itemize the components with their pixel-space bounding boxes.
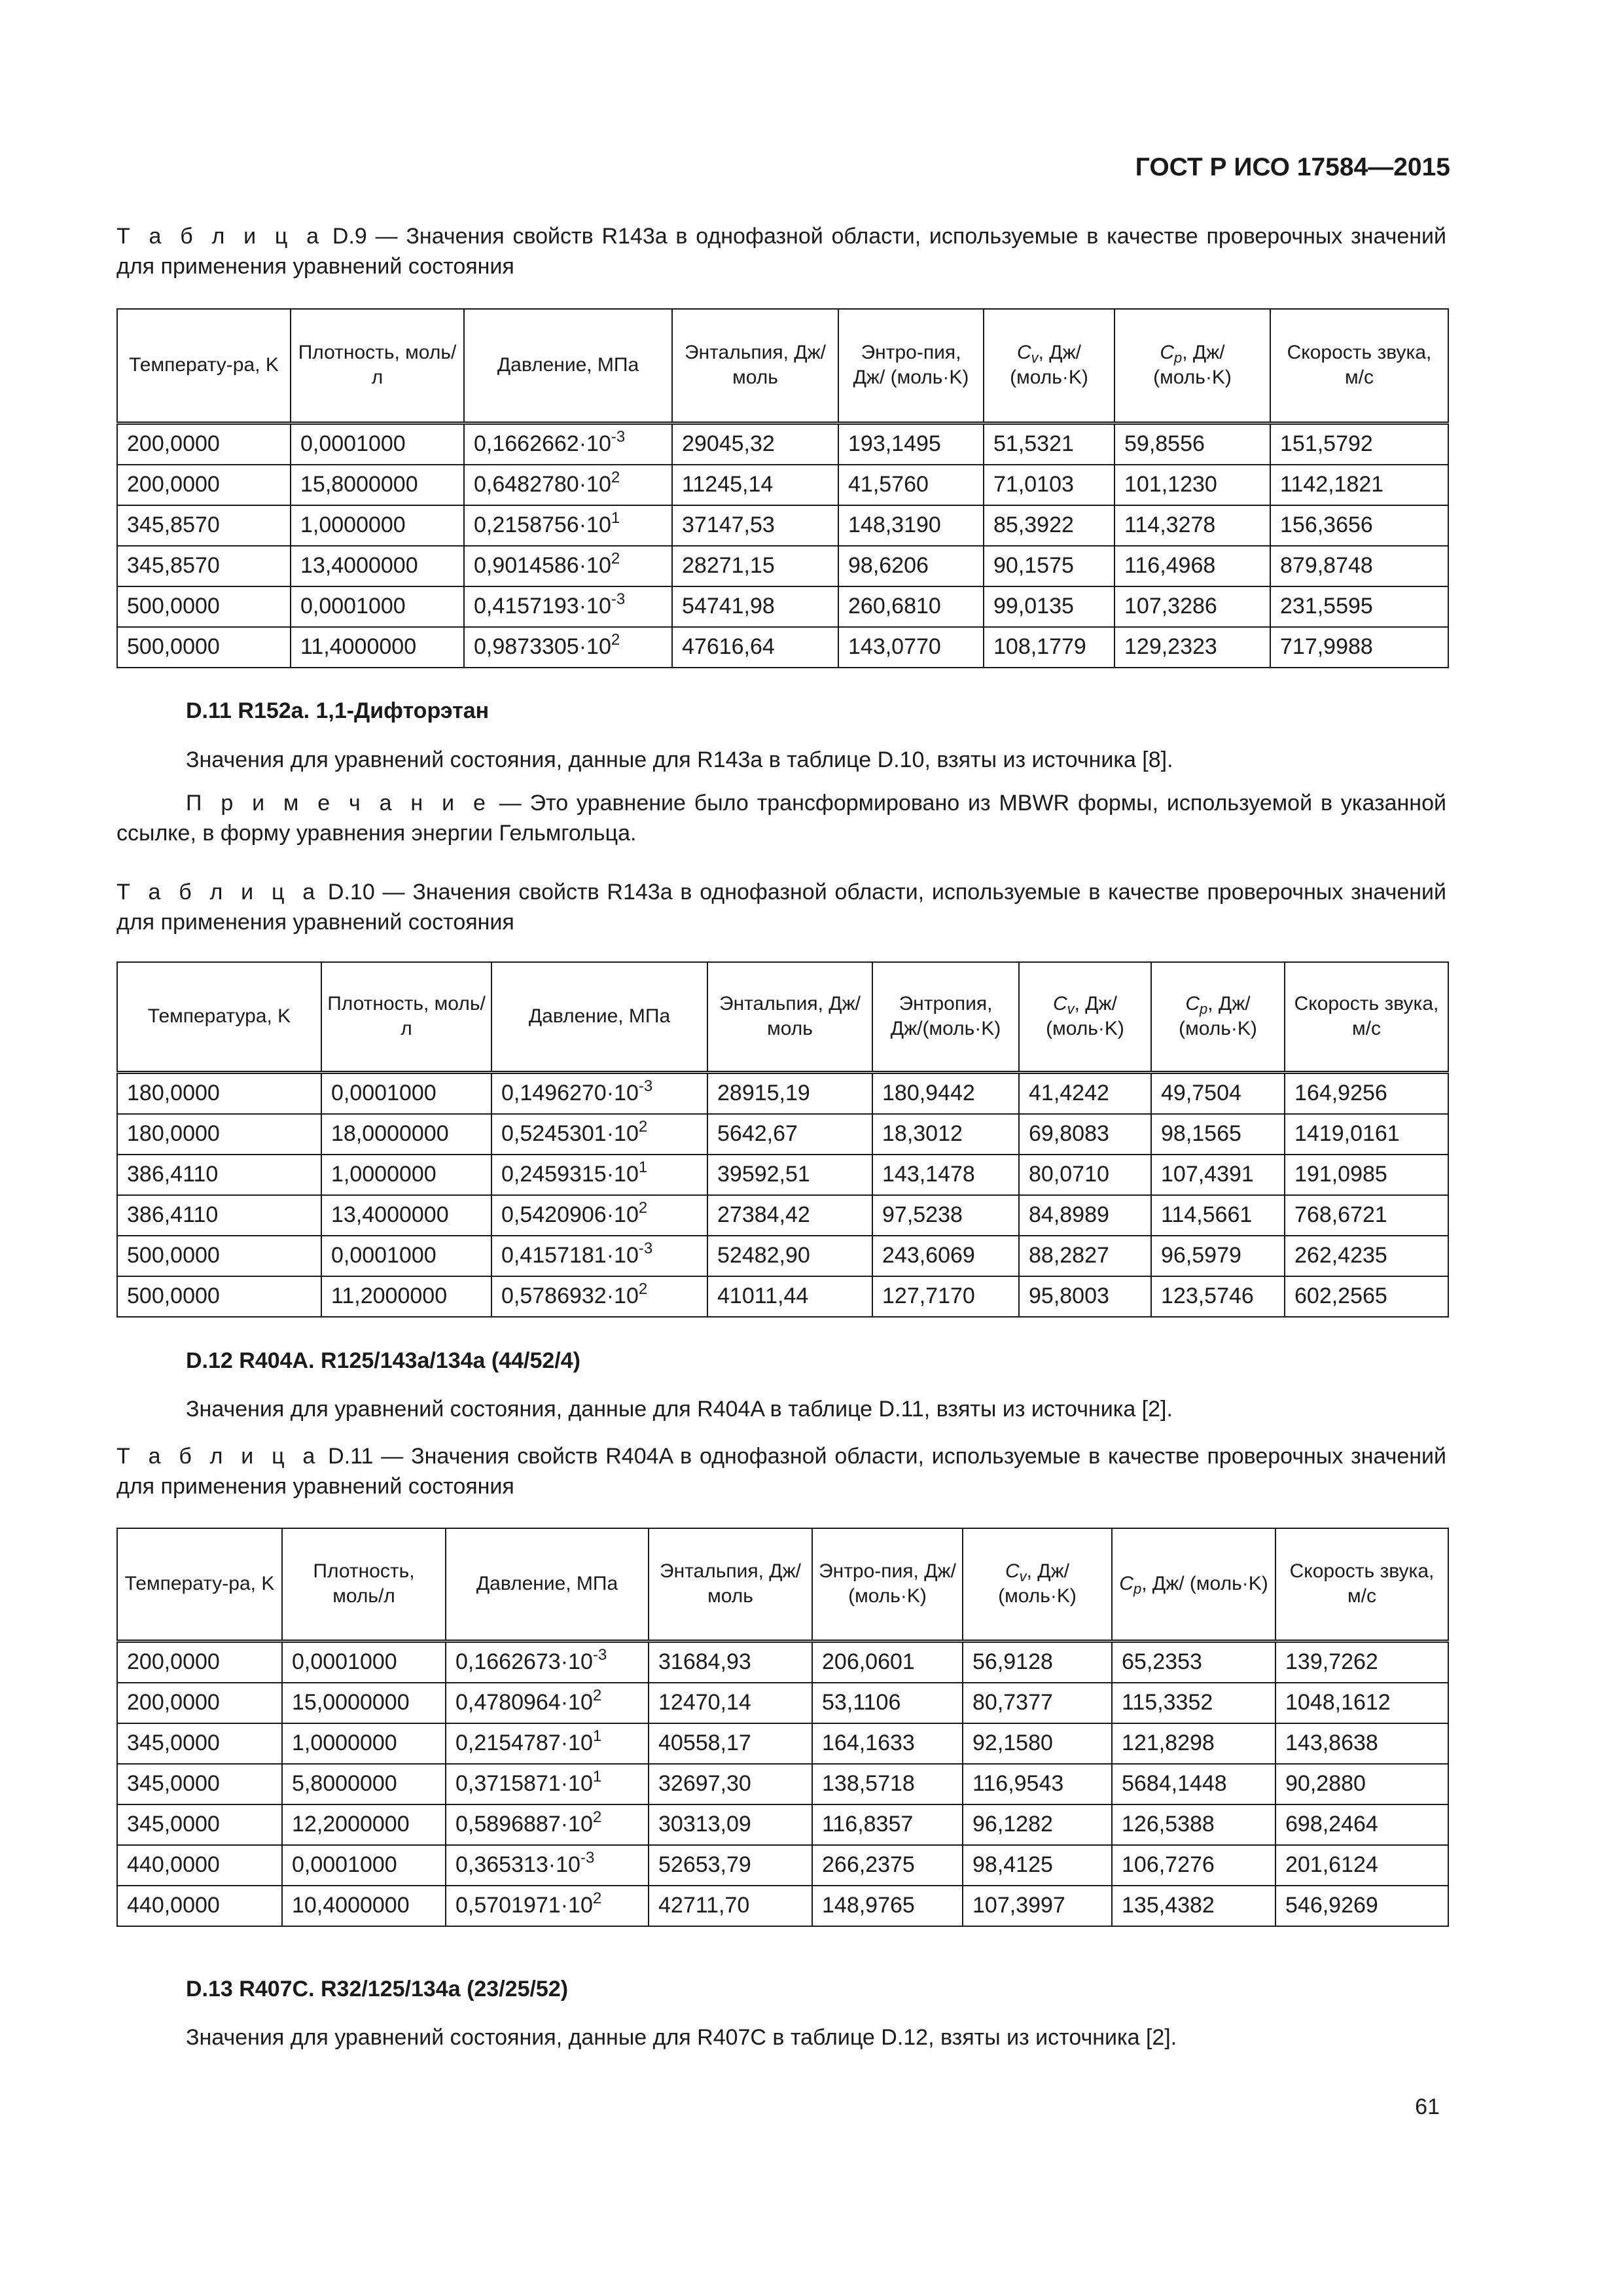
section-text-d11: Значения для уравнений состояния, данные для R143a в таблице D.10, взяты из источника [8]. bbox=[186, 747, 1173, 772]
table-cell: 12470,14 bbox=[649, 1683, 812, 1723]
table-cell: 1048,1612 bbox=[1275, 1683, 1448, 1723]
column-header: Давление, МПа bbox=[491, 962, 707, 1072]
table-cell: 156,3656 bbox=[1270, 505, 1448, 546]
table-cell: 11245,14 bbox=[672, 465, 838, 505]
table-caption-text: — Значения свойств R404A в однофазной области, используемые в качестве проверочных значений для применения уравнений состояния bbox=[116, 1444, 1447, 1499]
column-header: $C_p$, Дж/ (моль·K) bbox=[1115, 309, 1270, 423]
table-cell: $0,5420906\cdot 10^2$ bbox=[491, 1195, 707, 1236]
table-cell: $0,5896887\cdot 10^2$ bbox=[446, 1804, 649, 1845]
table-cell: 49,7504 bbox=[1151, 1072, 1285, 1114]
column-header: Энтро-пия, Дж/ (моль·K) bbox=[812, 1528, 963, 1641]
table-cell: 56,9128 bbox=[963, 1641, 1112, 1683]
table-cell: 40558,17 bbox=[649, 1723, 812, 1764]
table-d9-caption bbox=[116, 221, 1446, 281]
column-header: Давление, МПа bbox=[464, 309, 672, 423]
header-symbol: $C_p$ bbox=[1185, 993, 1208, 1018]
table-row bbox=[117, 1764, 1448, 1804]
table-cell: $0,3715871\cdot 10^1$ bbox=[446, 1764, 649, 1804]
table-cell: 101,1230 bbox=[1115, 465, 1270, 505]
column-header: $C_v$, Дж/ (моль·K) bbox=[984, 309, 1115, 423]
table-cell: $0,4157193\cdot 10^{-3}$ bbox=[464, 586, 672, 627]
table-cell: 30313,09 bbox=[649, 1804, 812, 1845]
table-cell: $0,2154787\cdot 10^1$ bbox=[446, 1723, 649, 1764]
table-cell: 231,5595 bbox=[1270, 586, 1448, 627]
note-word: П р и м е ч а н и е bbox=[186, 791, 491, 816]
table-cell: 143,1478 bbox=[872, 1155, 1019, 1195]
table-cell: $0,2158756\cdot 10^1$ bbox=[464, 505, 672, 546]
table-cell: 18,3012 bbox=[872, 1114, 1019, 1155]
table-cell: 114,3278 bbox=[1115, 505, 1270, 546]
table-cell: 90,2880 bbox=[1275, 1764, 1448, 1804]
table-cell: 13,4000000 bbox=[321, 1195, 491, 1236]
table-cell: 345,0000 bbox=[117, 1723, 282, 1764]
table-cell: 345,0000 bbox=[117, 1764, 282, 1804]
table-cell: 123,5746 bbox=[1151, 1276, 1285, 1317]
table-cell: 39592,51 bbox=[707, 1155, 872, 1195]
table-cell: 1,0000000 bbox=[282, 1723, 446, 1764]
table-cell: 13,4000000 bbox=[291, 546, 464, 586]
table-cell: 28915,19 bbox=[707, 1072, 872, 1114]
table-d9 bbox=[116, 308, 1449, 668]
section-heading-d12: D.12 R404A. R125/143a/134a (44/52/4) bbox=[186, 1348, 580, 1373]
table-cell: 18,0000000 bbox=[321, 1114, 491, 1155]
table-cell: 191,0985 bbox=[1285, 1155, 1448, 1195]
table-cell: 164,9256 bbox=[1285, 1072, 1448, 1114]
table-cell: $0,9014586\cdot 10^2$ bbox=[464, 546, 672, 586]
table-row bbox=[117, 1683, 1448, 1723]
section-heading-d13: D.13 R407C. R32/125/134a (23/25/52) bbox=[186, 1977, 569, 2001]
table-cell: 69,8083 bbox=[1019, 1114, 1151, 1155]
table-cell: 546,9269 bbox=[1275, 1886, 1448, 1926]
table-cell: 5,8000000 bbox=[282, 1764, 446, 1804]
table-cell: 345,8570 bbox=[117, 505, 291, 546]
table-cell: 80,0710 bbox=[1019, 1155, 1151, 1195]
table-cell: 135,4382 bbox=[1112, 1886, 1275, 1926]
table-cell: $0,5245301\cdot 10^2$ bbox=[491, 1114, 707, 1155]
table-cell: 96,1282 bbox=[963, 1804, 1112, 1845]
table-cell: 260,6810 bbox=[838, 586, 984, 627]
table-cell: 52653,79 bbox=[649, 1845, 812, 1886]
column-header: Скорость звука, м/с bbox=[1275, 1528, 1448, 1641]
column-header: Энтальпия, Дж/моль bbox=[707, 962, 872, 1072]
table-row bbox=[117, 1236, 1448, 1276]
header-symbol: $C_p$ bbox=[1119, 1573, 1142, 1598]
table-d10-caption bbox=[116, 877, 1446, 937]
table-row bbox=[117, 505, 1448, 546]
table-word: Т а б л и ц а bbox=[116, 224, 325, 249]
column-header: Плотность, моль/л bbox=[321, 962, 491, 1072]
table-cell: 47616,64 bbox=[672, 627, 838, 668]
table-cell: 31684,93 bbox=[649, 1641, 812, 1683]
header-symbol: $C_v$ bbox=[1005, 1560, 1027, 1585]
table-cell: 95,8003 bbox=[1019, 1276, 1151, 1317]
table-row bbox=[117, 1155, 1448, 1195]
table-cell: 54741,98 bbox=[672, 586, 838, 627]
section-heading-d11: D.11 R152a. 1,1-Дифторэтан bbox=[186, 698, 490, 723]
table-cell: 12,2000000 bbox=[282, 1804, 446, 1845]
table-cell: 345,8570 bbox=[117, 546, 291, 586]
table-cell: 41,4242 bbox=[1019, 1072, 1151, 1114]
section-text-d13: Значения для уравнений состояния, данные для R407C в таблице D.12, взяты из источника [2]. bbox=[186, 2025, 1177, 2050]
table-cell: 116,8357 bbox=[812, 1804, 963, 1845]
table-cell: 98,1565 bbox=[1151, 1114, 1285, 1155]
table-cell: 206,0601 bbox=[812, 1641, 963, 1683]
table-cell: 717,9988 bbox=[1270, 627, 1448, 668]
table-cell: 116,4968 bbox=[1115, 546, 1270, 586]
table-cell: 114,5661 bbox=[1151, 1195, 1285, 1236]
table-cell: $0,365313\cdot 10^{-3}$ bbox=[446, 1845, 649, 1886]
table-cell: 200,0000 bbox=[117, 1683, 282, 1723]
table-cell: 1,0000000 bbox=[291, 505, 464, 546]
column-header: $C_v$, Дж/ (моль·K) bbox=[1019, 962, 1151, 1072]
table-cell: 126,5388 bbox=[1112, 1804, 1275, 1845]
table-cell: 129,2323 bbox=[1115, 627, 1270, 668]
note-paragraph bbox=[116, 788, 1446, 848]
table-row bbox=[117, 465, 1448, 505]
table-cell: 53,1106 bbox=[812, 1683, 963, 1723]
table-cell: 148,3190 bbox=[838, 505, 984, 546]
table-cell: 52482,90 bbox=[707, 1236, 872, 1276]
table-cell: 386,4110 bbox=[117, 1155, 321, 1195]
table-cell: 15,0000000 bbox=[282, 1683, 446, 1723]
table-word: Т а б л и ц а bbox=[116, 1444, 321, 1469]
table-row bbox=[117, 546, 1448, 586]
table-cell: 200,0000 bbox=[117, 423, 291, 465]
table-cell: 0,0001000 bbox=[291, 423, 464, 465]
table-cell: 59,8556 bbox=[1115, 423, 1270, 465]
table-cell: 15,8000000 bbox=[291, 465, 464, 505]
table-cell: 88,2827 bbox=[1019, 1236, 1151, 1276]
table-cell: 41011,44 bbox=[707, 1276, 872, 1317]
table-cell: 90,1575 bbox=[984, 546, 1115, 586]
table-label: D.11 bbox=[328, 1444, 374, 1469]
table-cell: 98,6206 bbox=[838, 546, 984, 586]
table-cell: 97,5238 bbox=[872, 1195, 1019, 1236]
table-cell: 138,5718 bbox=[812, 1764, 963, 1804]
column-header: Плотность, моль/л bbox=[291, 309, 464, 423]
table-cell: 0,0001000 bbox=[321, 1236, 491, 1276]
table-cell: 500,0000 bbox=[117, 1276, 321, 1317]
table-cell: $0,4157181\cdot 10^{-3}$ bbox=[491, 1236, 707, 1276]
table-cell: $0,6482780\cdot 10^2$ bbox=[464, 465, 672, 505]
table-cell: 80,7377 bbox=[963, 1683, 1112, 1723]
table-cell: 1142,1821 bbox=[1270, 465, 1448, 505]
table-cell: 65,2353 bbox=[1112, 1641, 1275, 1683]
table-cell: 200,0000 bbox=[117, 465, 291, 505]
table-cell: 85,3922 bbox=[984, 505, 1115, 546]
table-cell: 29045,32 bbox=[672, 423, 838, 465]
table-cell: 0,0001000 bbox=[321, 1072, 491, 1114]
table-cell: $0,4780964\cdot 10^2$ bbox=[446, 1683, 649, 1723]
table-row bbox=[117, 1276, 1448, 1317]
table-cell: $0,1496270\cdot 10^{-3}$ bbox=[491, 1072, 707, 1114]
table-cell: 115,3352 bbox=[1112, 1683, 1275, 1723]
page-number: 61 bbox=[1415, 2094, 1440, 2119]
table-row bbox=[117, 1886, 1448, 1926]
table-row bbox=[117, 1723, 1448, 1764]
table-cell: 143,0770 bbox=[838, 627, 984, 668]
header-symbol: $C_v$ bbox=[1016, 342, 1039, 367]
table-cell: 698,2464 bbox=[1275, 1804, 1448, 1845]
table-cell: 51,5321 bbox=[984, 423, 1115, 465]
table-row bbox=[117, 1195, 1448, 1236]
column-header: $C_v$, Дж/ (моль·K) bbox=[963, 1528, 1112, 1641]
table-cell: 10,4000000 bbox=[282, 1886, 446, 1926]
column-header: Температу-ра, K bbox=[117, 1528, 282, 1641]
column-header: Скорость звука, м/с bbox=[1285, 962, 1448, 1072]
table-header-row bbox=[117, 962, 1448, 1072]
table-cell: 27384,42 bbox=[707, 1195, 872, 1236]
column-header: Давление, МПа bbox=[446, 1528, 649, 1641]
column-header: Энтро-пия, Дж/ (моль·K) bbox=[838, 309, 984, 423]
table-cell: 440,0000 bbox=[117, 1886, 282, 1926]
table-cell: 41,5760 bbox=[838, 465, 984, 505]
table-cell: $0,1662662\cdot 10^{-3}$ bbox=[464, 423, 672, 465]
table-cell: 266,2375 bbox=[812, 1845, 963, 1886]
table-row bbox=[117, 1641, 1448, 1683]
column-header: $C_p$, Дж/ (моль·K) bbox=[1151, 962, 1285, 1072]
table-cell: 0,0001000 bbox=[291, 586, 464, 627]
table-row bbox=[117, 1072, 1448, 1114]
table-cell: 121,8298 bbox=[1112, 1723, 1275, 1764]
table-row bbox=[117, 423, 1448, 465]
table-cell: 32697,30 bbox=[649, 1764, 812, 1804]
table-cell: 180,9442 bbox=[872, 1072, 1019, 1114]
table-word: Т а б л и ц а bbox=[116, 880, 321, 905]
note-text: — Это уравнение было трансформировано из MBWR формы, используемой в указанной ссылке, в форму уравнения энергии Гельмгольца. bbox=[116, 791, 1446, 846]
column-header: Энтальпия, Дж/моль bbox=[649, 1528, 812, 1641]
column-header: Плотность, моль/л bbox=[282, 1528, 446, 1641]
table-cell: 180,0000 bbox=[117, 1114, 321, 1155]
table-cell: 201,6124 bbox=[1275, 1845, 1448, 1886]
table-cell: 107,3997 bbox=[963, 1886, 1112, 1926]
table-cell: $0,9873305\cdot 10^2$ bbox=[464, 627, 672, 668]
header-symbol: $C_v$ bbox=[1052, 993, 1075, 1018]
document-id-header: ГОСТ Р ИСО 17584—2015 bbox=[1135, 153, 1450, 181]
table-cell: 107,3286 bbox=[1115, 586, 1270, 627]
table-cell: 1,0000000 bbox=[321, 1155, 491, 1195]
table-d11 bbox=[116, 1528, 1449, 1927]
table-row bbox=[117, 1845, 1448, 1886]
table-cell: 28271,15 bbox=[672, 546, 838, 586]
header-symbol: $C_p$ bbox=[1160, 342, 1183, 367]
table-cell: 500,0000 bbox=[117, 1236, 321, 1276]
column-header: $C_p$, Дж/ (моль·K) bbox=[1112, 1528, 1275, 1641]
table-cell: 180,0000 bbox=[117, 1072, 321, 1114]
table-cell: 37147,53 bbox=[672, 505, 838, 546]
table-cell: 139,7262 bbox=[1275, 1641, 1448, 1683]
table-cell: 116,9543 bbox=[963, 1764, 1112, 1804]
table-cell: 107,4391 bbox=[1151, 1155, 1285, 1195]
table-cell: $0,5701971\cdot 10^2$ bbox=[446, 1886, 649, 1926]
table-cell: 151,5792 bbox=[1270, 423, 1448, 465]
table-cell: 5684,1448 bbox=[1112, 1764, 1275, 1804]
table-cell: 164,1633 bbox=[812, 1723, 963, 1764]
table-cell: 200,0000 bbox=[117, 1641, 282, 1683]
table-d10 bbox=[116, 961, 1449, 1318]
table-cell: 127,7170 bbox=[872, 1276, 1019, 1317]
table-cell: 602,2565 bbox=[1285, 1276, 1448, 1317]
column-header: Температу-ра, K bbox=[117, 309, 291, 423]
table-cell: 440,0000 bbox=[117, 1845, 282, 1886]
table-cell: 0,0001000 bbox=[282, 1641, 446, 1683]
column-header: Скорость звука, м/с bbox=[1270, 309, 1448, 423]
table-row bbox=[117, 1804, 1448, 1845]
table-cell: 500,0000 bbox=[117, 586, 291, 627]
table-label: D.9 bbox=[332, 224, 367, 249]
table-caption-text: — Значения свойств R143a в однофазной области, используемые в качестве проверочных значений для применения уравнений состояния bbox=[116, 880, 1447, 935]
table-row bbox=[117, 1114, 1448, 1155]
table-cell: 99,0135 bbox=[984, 586, 1115, 627]
table-cell: 243,6069 bbox=[872, 1236, 1019, 1276]
table-label: D.10 bbox=[327, 880, 375, 905]
table-caption-text: — Значения свойств R143a в однофазной области, используемые в качестве проверочных значений для применения уравнений состояния bbox=[116, 224, 1447, 279]
table-header-row bbox=[117, 1528, 1448, 1641]
table-cell: 148,9765 bbox=[812, 1886, 963, 1926]
table-cell: 193,1495 bbox=[838, 423, 984, 465]
table-cell: 345,0000 bbox=[117, 1804, 282, 1845]
table-cell: 1419,0161 bbox=[1285, 1114, 1448, 1155]
table-cell: 71,0103 bbox=[984, 465, 1115, 505]
column-header: Энтальпия, Дж/моль bbox=[672, 309, 838, 423]
table-cell: $0,1662673\cdot 10^{-3}$ bbox=[446, 1641, 649, 1683]
table-cell: $0,2459315\cdot 10^1$ bbox=[491, 1155, 707, 1195]
table-cell: 96,5979 bbox=[1151, 1236, 1285, 1276]
column-header: Энтропия, Дж/(моль·K) bbox=[872, 962, 1019, 1072]
table-cell: 84,8989 bbox=[1019, 1195, 1151, 1236]
table-cell: $0,5786932\cdot 10^2$ bbox=[491, 1276, 707, 1317]
table-cell: 98,4125 bbox=[963, 1845, 1112, 1886]
table-cell: 262,4235 bbox=[1285, 1236, 1448, 1276]
table-cell: 0,0001000 bbox=[282, 1845, 446, 1886]
table-cell: 386,4110 bbox=[117, 1195, 321, 1236]
table-cell: 106,7276 bbox=[1112, 1845, 1275, 1886]
table-cell: 5642,67 bbox=[707, 1114, 872, 1155]
table-row bbox=[117, 586, 1448, 627]
table-cell: 500,0000 bbox=[117, 627, 291, 668]
table-cell: 143,8638 bbox=[1275, 1723, 1448, 1764]
section-text-d12: Значения для уравнений состояния, данные для R404A в таблице D.11, взяты из источника [2]. bbox=[186, 1397, 1173, 1422]
table-cell: 11,4000000 bbox=[291, 627, 464, 668]
table-d11-caption bbox=[116, 1441, 1446, 1501]
column-header: Температура, K bbox=[117, 962, 321, 1072]
table-cell: 42711,70 bbox=[649, 1886, 812, 1926]
table-cell: 92,1580 bbox=[963, 1723, 1112, 1764]
table-header-row bbox=[117, 309, 1448, 423]
table-cell: 11,2000000 bbox=[321, 1276, 491, 1317]
table-row bbox=[117, 627, 1448, 668]
table-cell: 879,8748 bbox=[1270, 546, 1448, 586]
table-cell: 768,6721 bbox=[1285, 1195, 1448, 1236]
table-cell: 108,1779 bbox=[984, 627, 1115, 668]
